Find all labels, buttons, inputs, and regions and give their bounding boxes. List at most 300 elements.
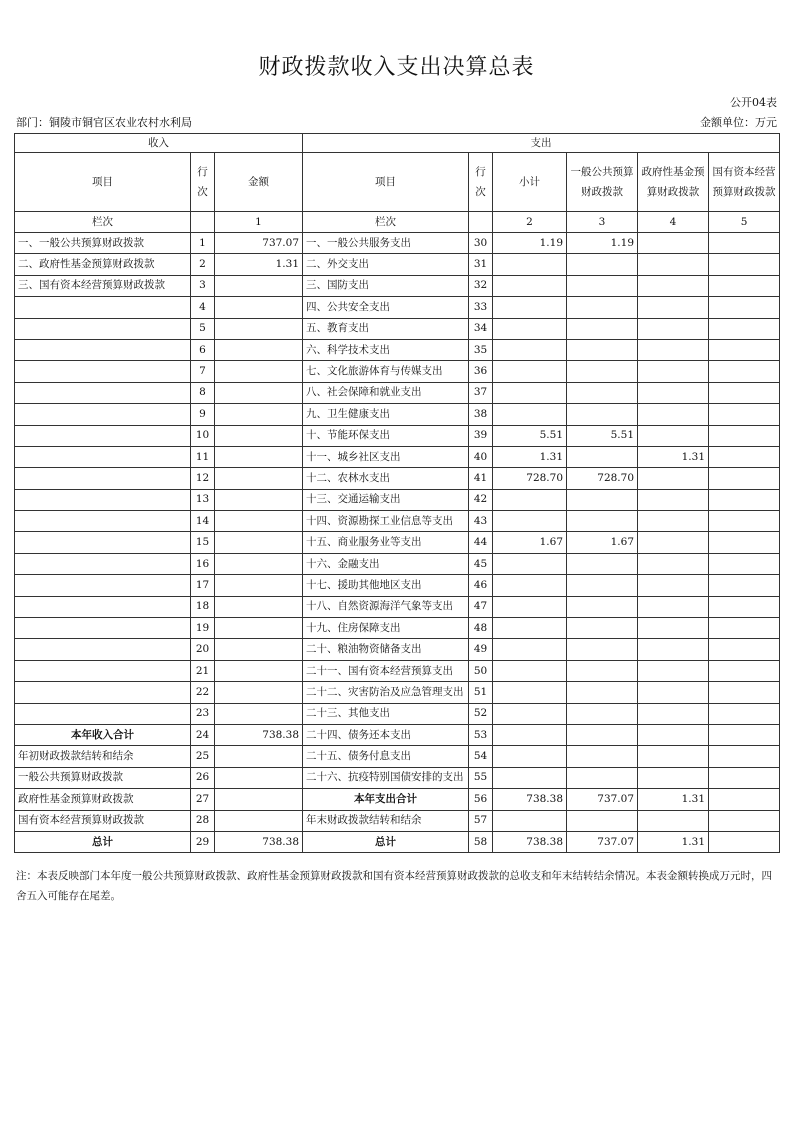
state-capital-cell xyxy=(709,254,780,275)
fund-budget-cell xyxy=(638,297,709,318)
income-amount-cell xyxy=(215,639,303,660)
fund-budget-header: 政府性基金预算财政拨款 xyxy=(638,153,709,212)
income-item-cell: 政府性基金预算财政拨款 xyxy=(15,789,191,810)
table-row xyxy=(15,361,780,382)
budget-summary-table xyxy=(14,133,780,853)
table-row xyxy=(15,831,780,852)
general-budget-cell xyxy=(567,660,638,681)
expense-row-no-cell: 47 xyxy=(469,596,493,617)
subtotal-cell xyxy=(493,810,567,831)
general-budget-cell xyxy=(567,553,638,574)
subtotal-cell xyxy=(493,575,567,596)
subtotal-cell: 5.51 xyxy=(493,425,567,446)
subtotal-cell xyxy=(493,318,567,339)
general-budget-cell xyxy=(567,489,638,510)
subtotal-cell xyxy=(493,660,567,681)
state-capital-cell xyxy=(709,233,780,254)
subtotal-cell xyxy=(493,553,567,574)
income-item-cell xyxy=(15,489,191,510)
income-amount-cell xyxy=(215,532,303,553)
subtotal-cell: 738.38 xyxy=(493,789,567,810)
subtotal-cell: 728.70 xyxy=(493,468,567,489)
expense-row-no-cell: 48 xyxy=(469,618,493,639)
income-item-cell xyxy=(15,575,191,596)
expense-item-cell: 十九、住房保障支出 xyxy=(303,618,469,639)
income-item-cell xyxy=(15,682,191,703)
income-row-no-cell: 18 xyxy=(191,596,215,617)
table-row xyxy=(15,297,780,318)
income-item-cell: 一、一般公共预算财政拨款 xyxy=(15,233,191,254)
fund-budget-cell: 1.31 xyxy=(638,831,709,852)
income-amount-cell xyxy=(215,575,303,596)
income-item-cell: 总计 xyxy=(15,831,191,852)
expense-item-cell: 总计 xyxy=(303,831,469,852)
income-item-cell xyxy=(15,404,191,425)
department-label: 部门：铜陵市铜官区农业农村水利局 xyxy=(16,116,192,129)
expense-row-no-cell: 31 xyxy=(469,254,493,275)
state-capital-cell xyxy=(709,468,780,489)
fund-budget-cell xyxy=(638,254,709,275)
income-row-no-header: 行次 xyxy=(191,153,215,212)
fund-budget-cell xyxy=(638,361,709,382)
income-row-no-cell: 4 xyxy=(191,297,215,318)
income-item-cell xyxy=(15,339,191,360)
expense-item-cell: 一、一般公共服务支出 xyxy=(303,233,469,254)
income-amount-cell: 1.31 xyxy=(215,254,303,275)
expense-lanci-label: 栏次 xyxy=(303,212,469,233)
table-row xyxy=(15,382,780,403)
table-header-row-2 xyxy=(15,153,780,212)
subtotal-cell: 1.31 xyxy=(493,446,567,467)
income-amount-cell xyxy=(215,660,303,681)
income-amount-cell xyxy=(215,339,303,360)
table-row xyxy=(15,489,780,510)
expense-item-cell: 十、节能环保支出 xyxy=(303,425,469,446)
column-number-row xyxy=(15,212,780,233)
general-budget-cell: 1.67 xyxy=(567,532,638,553)
expense-row-no-cell: 49 xyxy=(469,639,493,660)
general-budget-cell: 728.70 xyxy=(567,468,638,489)
expense-item-cell: 十三、交通运输支出 xyxy=(303,489,469,510)
income-item-cell: 一般公共预算财政拨款 xyxy=(15,767,191,788)
table-row xyxy=(15,703,780,724)
general-budget-cell: 1.19 xyxy=(567,233,638,254)
income-amount-cell xyxy=(215,361,303,382)
column-number-2: 2 xyxy=(493,212,567,233)
subtotal-cell xyxy=(493,596,567,617)
general-budget-cell xyxy=(567,746,638,767)
income-amount-cell xyxy=(215,703,303,724)
income-amount-cell xyxy=(215,275,303,296)
expense-item-cell: 二十二、灾害防治及应急管理支出 xyxy=(303,682,469,703)
fund-budget-cell xyxy=(638,511,709,532)
state-capital-cell xyxy=(709,339,780,360)
state-capital-cell xyxy=(709,511,780,532)
expense-row-no-cell: 50 xyxy=(469,660,493,681)
expense-item-cell: 十七、援助其他地区支出 xyxy=(303,575,469,596)
income-item-cell xyxy=(15,660,191,681)
income-row-no-cell: 12 xyxy=(191,468,215,489)
fund-budget-cell xyxy=(638,660,709,681)
expense-row-no-cell: 58 xyxy=(469,831,493,852)
subtotal-cell xyxy=(493,275,567,296)
expense-item-cell: 本年支出合计 xyxy=(303,789,469,810)
expense-item-cell: 八、社会保障和就业支出 xyxy=(303,382,469,403)
subtotal-cell xyxy=(493,361,567,382)
income-amount-cell xyxy=(215,810,303,831)
fund-budget-cell xyxy=(638,532,709,553)
expense-item-cell: 二十三、其他支出 xyxy=(303,703,469,724)
fund-budget-cell: 1.31 xyxy=(638,446,709,467)
general-budget-cell: 5.51 xyxy=(567,425,638,446)
fund-budget-cell xyxy=(638,724,709,745)
income-item-cell xyxy=(15,468,191,489)
income-amount-cell xyxy=(215,468,303,489)
income-row-no-cell: 14 xyxy=(191,511,215,532)
expense-item-cell: 十八、自然资源海洋气象等支出 xyxy=(303,596,469,617)
general-budget-header: 一般公共预算财政拨款 xyxy=(567,153,638,212)
table-row xyxy=(15,254,780,275)
state-capital-cell xyxy=(709,382,780,403)
table-row xyxy=(15,468,780,489)
income-amount-cell xyxy=(215,404,303,425)
income-row-no-cell: 27 xyxy=(191,789,215,810)
expense-item-cell: 二十六、抗疫特别国债安排的支出 xyxy=(303,767,469,788)
amount-unit-label: 金额单位：万元 xyxy=(700,116,777,129)
state-capital-cell xyxy=(709,767,780,788)
table-row xyxy=(15,233,780,254)
income-row-no-cell: 11 xyxy=(191,446,215,467)
expense-item-cell: 七、文化旅游体育与传媒支出 xyxy=(303,361,469,382)
expense-item-cell: 十五、商业服务业等支出 xyxy=(303,532,469,553)
expense-item-cell: 十六、金融支出 xyxy=(303,553,469,574)
income-amount-cell xyxy=(215,425,303,446)
expense-item-header: 项目 xyxy=(303,153,469,212)
subtotal-cell xyxy=(493,297,567,318)
expense-item-cell: 十四、资源勘探工业信息等支出 xyxy=(303,511,469,532)
income-amount-cell xyxy=(215,767,303,788)
subtotal-cell xyxy=(493,382,567,403)
income-row-no-cell: 15 xyxy=(191,532,215,553)
table-row xyxy=(15,639,780,660)
table-row xyxy=(15,446,780,467)
income-amount-cell xyxy=(215,318,303,339)
table-row xyxy=(15,682,780,703)
expense-lanci-blank xyxy=(469,212,493,233)
column-number-3: 3 xyxy=(567,212,638,233)
income-row-no-cell: 29 xyxy=(191,831,215,852)
income-row-no-cell: 10 xyxy=(191,425,215,446)
table-body xyxy=(15,233,780,853)
expense-item-cell: 三、国防支出 xyxy=(303,275,469,296)
subtotal-cell xyxy=(493,746,567,767)
fund-budget-cell xyxy=(638,489,709,510)
subtotal-cell xyxy=(493,639,567,660)
subtotal-cell xyxy=(493,724,567,745)
income-amount-cell: 737.07 xyxy=(215,233,303,254)
general-budget-cell xyxy=(567,275,638,296)
income-item-cell: 国有资本经营预算财政拨款 xyxy=(15,810,191,831)
subtotal-cell: 1.67 xyxy=(493,532,567,553)
expense-item-cell: 二十五、债务付息支出 xyxy=(303,746,469,767)
income-amount-cell xyxy=(215,553,303,574)
table-row xyxy=(15,553,780,574)
fund-budget-cell xyxy=(638,746,709,767)
state-capital-cell xyxy=(709,489,780,510)
state-capital-cell xyxy=(709,596,780,617)
expense-row-no-cell: 44 xyxy=(469,532,493,553)
income-row-no-cell: 6 xyxy=(191,339,215,360)
expense-item-cell: 二十四、债务还本支出 xyxy=(303,724,469,745)
expense-item-cell: 二十、粮油物资储备支出 xyxy=(303,639,469,660)
income-amount-cell xyxy=(215,489,303,510)
subtotal-cell xyxy=(493,254,567,275)
income-row-no-cell: 16 xyxy=(191,553,215,574)
table-row xyxy=(15,746,780,767)
expense-row-no-cell: 46 xyxy=(469,575,493,596)
income-row-no-cell: 23 xyxy=(191,703,215,724)
table-row xyxy=(15,724,780,745)
income-item-cell xyxy=(15,532,191,553)
general-budget-cell: 737.07 xyxy=(567,789,638,810)
fund-budget-cell xyxy=(638,639,709,660)
income-row-no-cell: 7 xyxy=(191,361,215,382)
general-budget-cell xyxy=(567,682,638,703)
state-capital-cell xyxy=(709,639,780,660)
subtotal-cell xyxy=(493,404,567,425)
state-capital-cell xyxy=(709,810,780,831)
subtotal-cell xyxy=(493,618,567,639)
state-capital-cell xyxy=(709,404,780,425)
income-item-cell xyxy=(15,703,191,724)
general-budget-cell xyxy=(567,361,638,382)
income-row-no-cell: 2 xyxy=(191,254,215,275)
income-item-header: 项目 xyxy=(15,153,191,212)
income-lanci-blank xyxy=(191,212,215,233)
expense-header: 支出 xyxy=(303,134,780,153)
expense-row-no-cell: 57 xyxy=(469,810,493,831)
table-row xyxy=(15,275,780,296)
income-item-cell xyxy=(15,639,191,660)
expense-item-cell: 年末财政拨款结转和结余 xyxy=(303,810,469,831)
expense-item-cell: 五、教育支出 xyxy=(303,318,469,339)
income-item-cell xyxy=(15,382,191,403)
income-amount-cell xyxy=(215,596,303,617)
state-capital-cell xyxy=(709,660,780,681)
general-budget-cell xyxy=(567,318,638,339)
expense-row-no-cell: 54 xyxy=(469,746,493,767)
general-budget-cell xyxy=(567,618,638,639)
expense-row-no-cell: 40 xyxy=(469,446,493,467)
general-budget-cell xyxy=(567,254,638,275)
expense-row-no-cell: 52 xyxy=(469,703,493,724)
table-row xyxy=(15,339,780,360)
fund-budget-cell xyxy=(638,468,709,489)
general-budget-cell xyxy=(567,511,638,532)
form-number: 公开04表 xyxy=(730,96,777,109)
general-budget-cell xyxy=(567,810,638,831)
fund-budget-cell xyxy=(638,682,709,703)
income-item-cell: 本年收入合计 xyxy=(15,724,191,745)
expense-row-no-cell: 51 xyxy=(469,682,493,703)
table-row xyxy=(15,575,780,596)
subtotal-cell xyxy=(493,767,567,788)
general-budget-cell: 737.07 xyxy=(567,831,638,852)
income-amount-cell: 738.38 xyxy=(215,831,303,852)
income-row-no-cell: 9 xyxy=(191,404,215,425)
subtotal-cell xyxy=(493,682,567,703)
expense-item-cell: 十二、农林水支出 xyxy=(303,468,469,489)
fund-budget-cell: 1.31 xyxy=(638,789,709,810)
subtotal-cell xyxy=(493,489,567,510)
general-budget-cell xyxy=(567,724,638,745)
general-budget-cell xyxy=(567,382,638,403)
state-capital-cell xyxy=(709,553,780,574)
income-amount-cell xyxy=(215,382,303,403)
income-amount-cell xyxy=(215,446,303,467)
fund-budget-cell xyxy=(638,318,709,339)
table-row xyxy=(15,810,780,831)
general-budget-cell xyxy=(567,703,638,724)
fund-budget-cell xyxy=(638,618,709,639)
table-row xyxy=(15,318,780,339)
income-amount-cell xyxy=(215,682,303,703)
income-row-no-cell: 26 xyxy=(191,767,215,788)
footnote: 注：本表反映部门本年度一般公共预算财政拨款、政府性基金预算财政拨款和国有资本经营预算财政拨款的总收支和年末结转结余情况。本表金额转换成万元时，四舍五入可能存在尾差。 xyxy=(16,870,772,902)
income-item-cell xyxy=(15,553,191,574)
expense-item-cell: 九、卫生健康支出 xyxy=(303,404,469,425)
expense-row-no-cell: 38 xyxy=(469,404,493,425)
income-item-cell xyxy=(15,361,191,382)
income-row-no-cell: 19 xyxy=(191,618,215,639)
fund-budget-cell xyxy=(638,553,709,574)
income-item-cell: 三、国有资本经营预算财政拨款 xyxy=(15,275,191,296)
state-capital-cell xyxy=(709,703,780,724)
expense-item-cell: 二十一、国有资本经营预算支出 xyxy=(303,660,469,681)
state-capital-cell xyxy=(709,532,780,553)
subtotal-cell xyxy=(493,339,567,360)
state-capital-cell xyxy=(709,724,780,745)
income-amount-cell: 738.38 xyxy=(215,724,303,745)
fund-budget-cell xyxy=(638,275,709,296)
income-row-no-cell: 8 xyxy=(191,382,215,403)
general-budget-cell xyxy=(567,575,638,596)
expense-item-cell: 六、科学技术支出 xyxy=(303,339,469,360)
income-item-cell: 二、政府性基金预算财政拨款 xyxy=(15,254,191,275)
fund-budget-cell xyxy=(638,233,709,254)
general-budget-cell xyxy=(567,446,638,467)
state-capital-cell xyxy=(709,425,780,446)
income-item-cell xyxy=(15,511,191,532)
income-row-no-cell: 24 xyxy=(191,724,215,745)
state-capital-cell xyxy=(709,361,780,382)
income-header: 收入 xyxy=(15,134,303,153)
expense-row-no-cell: 37 xyxy=(469,382,493,403)
table-header-row-1 xyxy=(15,134,780,153)
income-item-cell: 年初财政拨款结转和结余 xyxy=(15,746,191,767)
income-amount-cell xyxy=(215,297,303,318)
income-item-cell xyxy=(15,425,191,446)
income-amount-cell xyxy=(215,789,303,810)
income-amount-cell xyxy=(215,618,303,639)
income-item-cell xyxy=(15,297,191,318)
income-row-no-cell: 3 xyxy=(191,275,215,296)
expense-row-no-cell: 36 xyxy=(469,361,493,382)
column-number-5: 5 xyxy=(709,212,780,233)
table-row xyxy=(15,660,780,681)
expense-row-no-cell: 41 xyxy=(469,468,493,489)
expense-row-no-cell: 45 xyxy=(469,553,493,574)
fund-budget-cell xyxy=(638,382,709,403)
state-capital-cell xyxy=(709,275,780,296)
table-row xyxy=(15,767,780,788)
expense-row-no-cell: 33 xyxy=(469,297,493,318)
income-row-no-cell: 21 xyxy=(191,660,215,681)
income-row-no-cell: 13 xyxy=(191,489,215,510)
subtotal-cell xyxy=(493,511,567,532)
table-row xyxy=(15,511,780,532)
fund-budget-cell xyxy=(638,425,709,446)
table-row xyxy=(15,596,780,617)
fund-budget-cell xyxy=(638,339,709,360)
state-capital-cell xyxy=(709,682,780,703)
expense-row-no-cell: 39 xyxy=(469,425,493,446)
state-capital-cell xyxy=(709,789,780,810)
state-capital-cell xyxy=(709,297,780,318)
income-row-no-cell: 25 xyxy=(191,746,215,767)
general-budget-cell xyxy=(567,596,638,617)
expense-row-no-cell: 42 xyxy=(469,489,493,510)
fund-budget-cell xyxy=(638,596,709,617)
fund-budget-cell xyxy=(638,767,709,788)
expense-row-no-cell: 32 xyxy=(469,275,493,296)
expense-item-cell: 十一、城乡社区支出 xyxy=(303,446,469,467)
table-row xyxy=(15,532,780,553)
subtotal-cell: 1.19 xyxy=(493,233,567,254)
general-budget-cell xyxy=(567,639,638,660)
income-row-no-cell: 1 xyxy=(191,233,215,254)
income-item-cell xyxy=(15,318,191,339)
expense-row-no-cell: 35 xyxy=(469,339,493,360)
income-amount-cell xyxy=(215,746,303,767)
table-row xyxy=(15,404,780,425)
income-row-no-cell: 22 xyxy=(191,682,215,703)
income-row-no-cell: 5 xyxy=(191,318,215,339)
subtotal-cell: 738.38 xyxy=(493,831,567,852)
table-row xyxy=(15,789,780,810)
expense-row-no-cell: 56 xyxy=(469,789,493,810)
income-item-cell xyxy=(15,446,191,467)
fund-budget-cell xyxy=(638,404,709,425)
expense-row-no-cell: 43 xyxy=(469,511,493,532)
expense-row-no-cell: 34 xyxy=(469,318,493,339)
income-item-cell xyxy=(15,596,191,617)
income-row-no-cell: 28 xyxy=(191,810,215,831)
general-budget-cell xyxy=(567,404,638,425)
fund-budget-cell xyxy=(638,703,709,724)
state-capital-cell xyxy=(709,831,780,852)
general-budget-cell xyxy=(567,297,638,318)
state-capital-cell xyxy=(709,575,780,596)
expense-row-no-cell: 30 xyxy=(469,233,493,254)
general-budget-cell xyxy=(567,767,638,788)
page-title: 财政拨款收入支出决算总表 xyxy=(258,55,535,80)
state-capital-cell xyxy=(709,446,780,467)
income-lanci-label: 栏次 xyxy=(15,212,191,233)
column-number-1: 1 xyxy=(215,212,303,233)
income-amount-cell xyxy=(215,511,303,532)
subtotal-cell xyxy=(493,703,567,724)
